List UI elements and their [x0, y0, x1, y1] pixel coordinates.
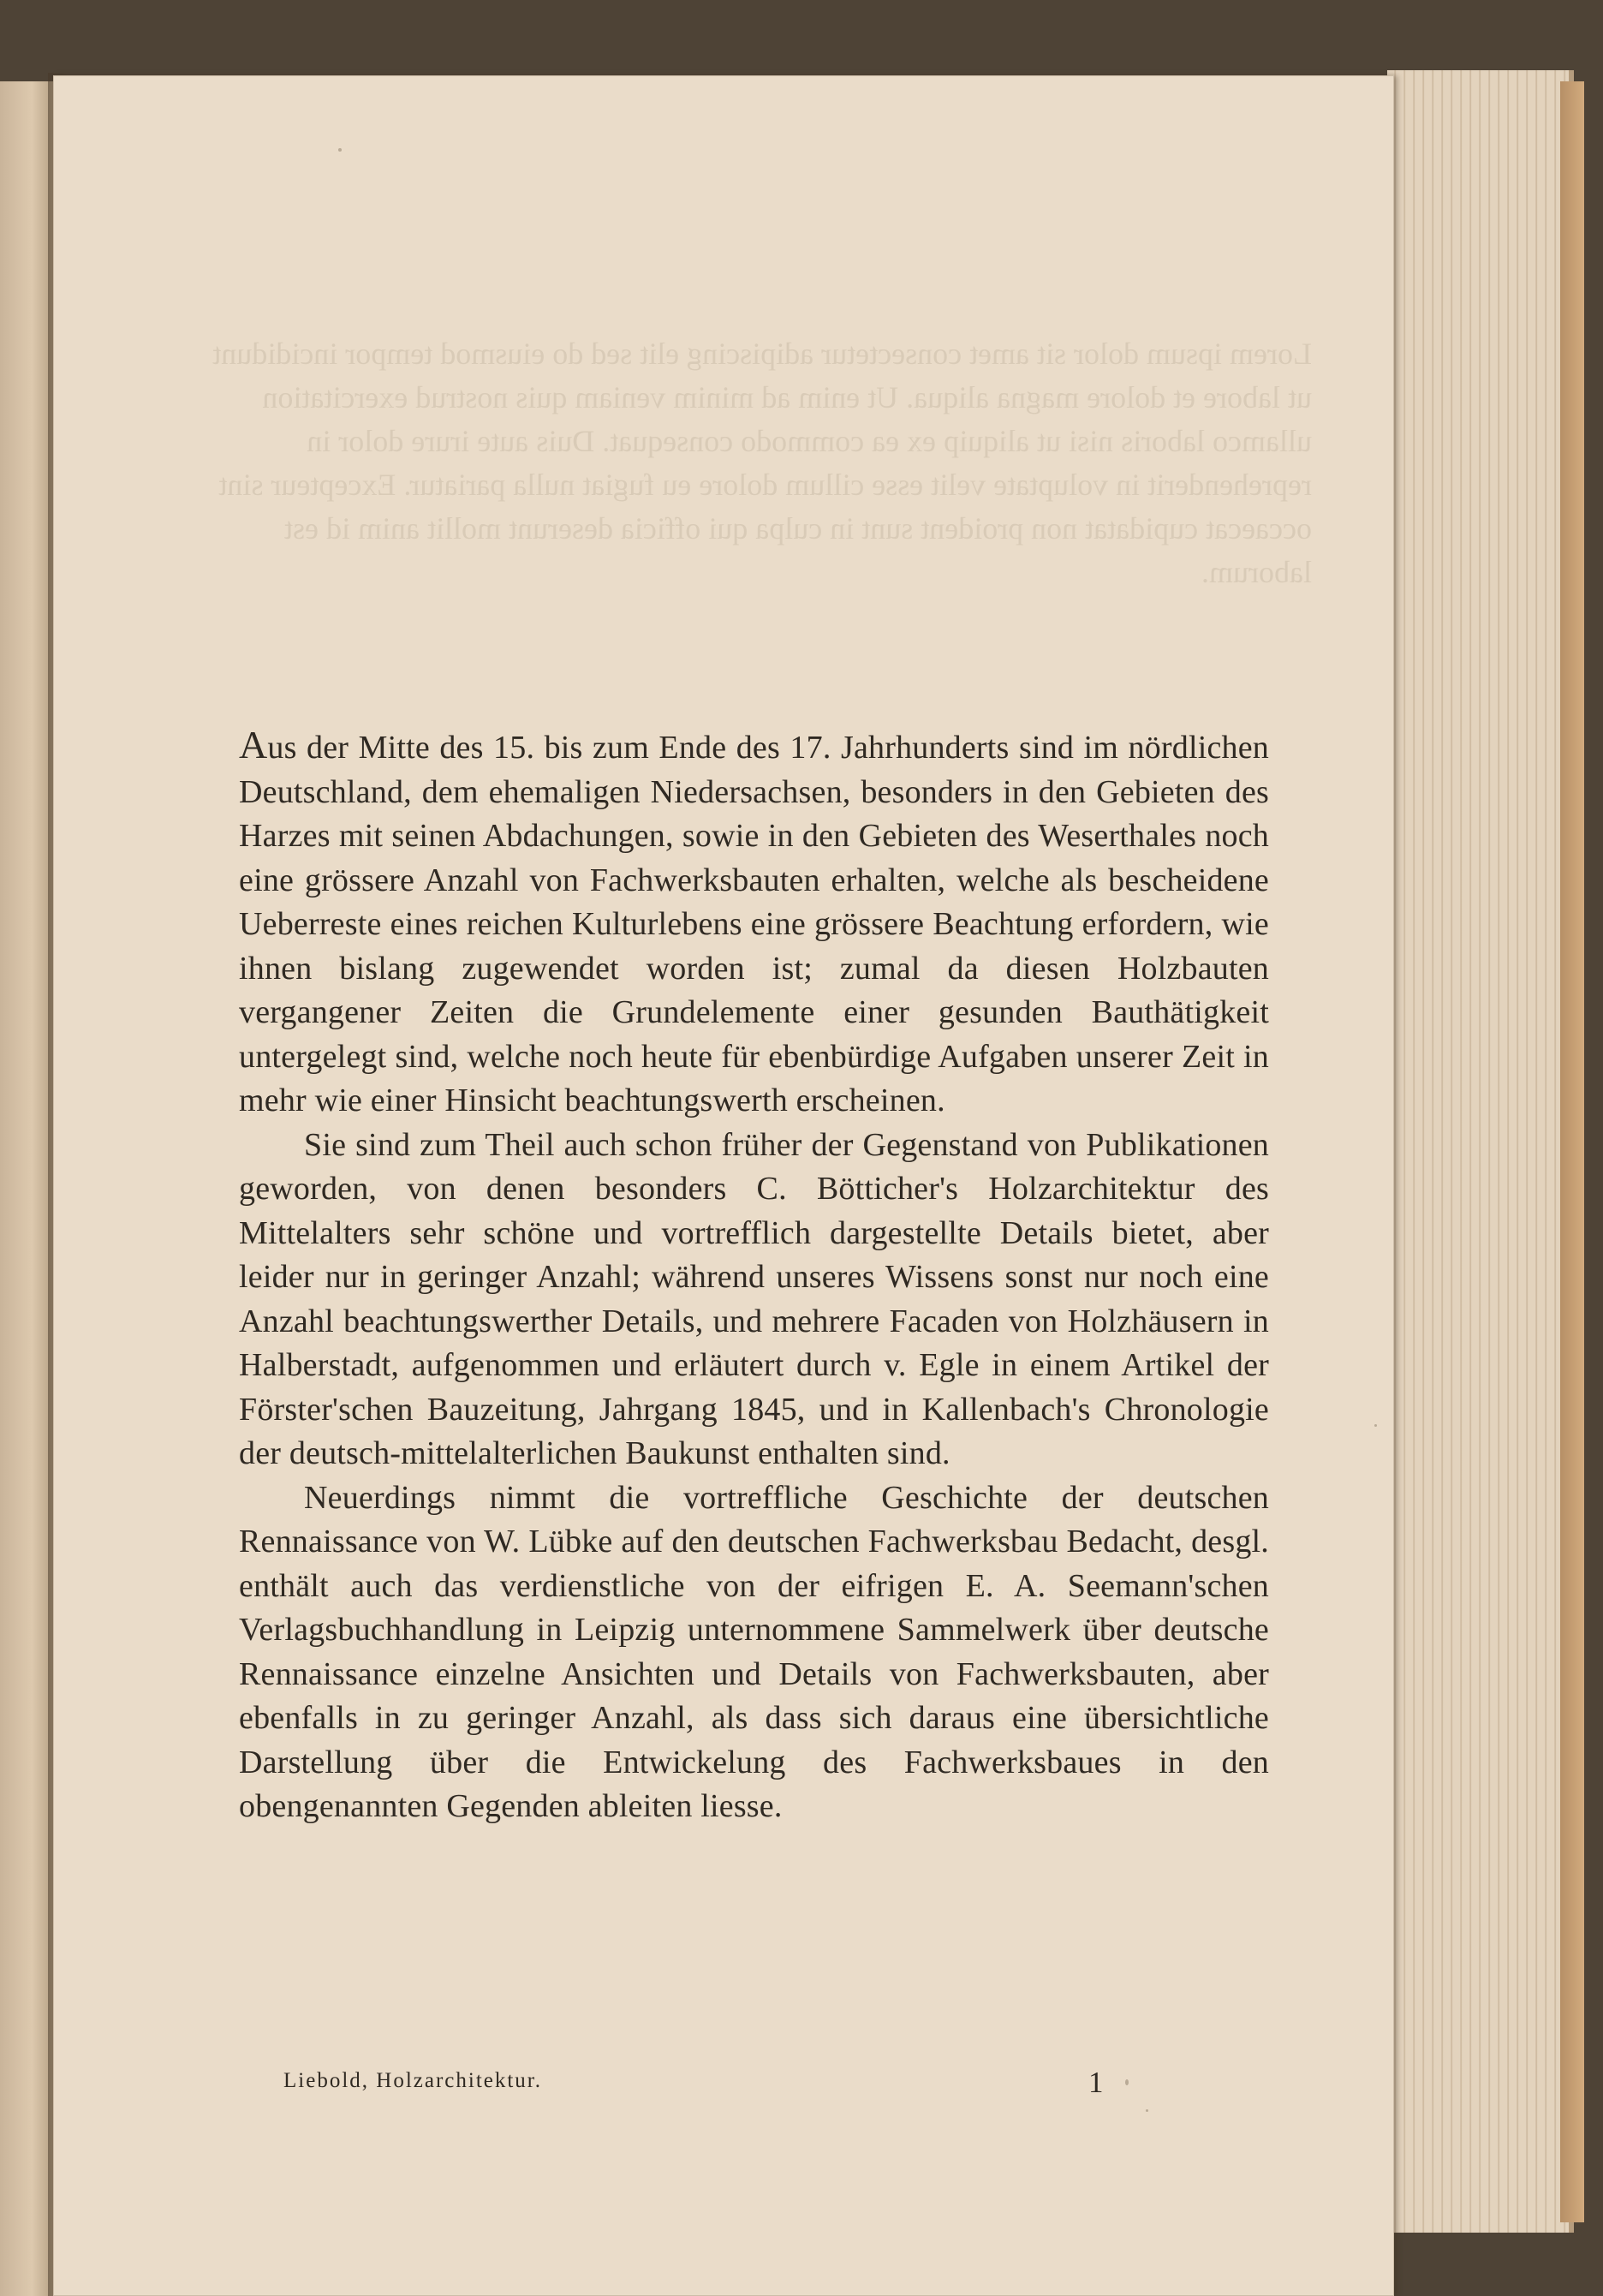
- paragraph-2: Sie sind zum Theil auch schon früher der Gegenstand von Publikationen geworden, von denen besonders C. Bötticher's Holzarchitektur des Mittelalters sehr schöne und vortrefflich dargestellte Details bietet, aber leider nur in geringer Anzahl; während unseres Wissens sonst nur noch eine Anzahl beachtungswerther Details, und mehrere Facaden von Holzhäusern in Halberstadt, aufgenommen und erläutert durch v. Egle in einem Artikel der Förster'schen Bauzeitung, Jahrgang 1845, und in Kallenbach's Chronologie der deutsch-mittelalterlichen Baukunst enthalten sind.: [239, 1126, 1269, 1471]
- sheet-number: 1: [1088, 2066, 1104, 2099]
- paragraph-1: [239, 723, 1269, 1124]
- left-page-edge: [0, 81, 53, 2296]
- book-page: [53, 75, 1394, 2296]
- initial-letter: A: [239, 723, 268, 766]
- show-through-texture: Lorem ipsum dolor sit amet consectetur adipiscing elit sed do eiusmod tempor incididunt ut labore et dolore magna aliqua. Ut enim ad minim veniam quis nostrud exercitation ullamco laboris nisi ut aliquip ex ea commodo consequat. Duis aute irure dolor in reprehenderit in voluptate velit esse cillum dolore eu fugiat nulla pariatur. Excepteur sint occaecat cupidatat non proident sunt in culpa qui officia deserunt mollit anim id est laborum.: [212, 337, 1312, 589]
- page-footer: [283, 2066, 1174, 2103]
- page-stack-edge: [1387, 70, 1574, 2233]
- signature-line: Liebold, Holzarchitektur.: [283, 2069, 543, 2092]
- paper-speck: [1374, 1424, 1377, 1427]
- paper-speck: [1146, 2109, 1148, 2112]
- paragraph-3: Neuerdings nimmt die vortreffliche Geschichte der deutschen Rennaissance von W. Lübke auf den deutschen Fachwerksbau Bedacht, desgl. enthält auch das verdienstliche von der eifrigen E. A. Seemann'schen Verlagsbuchhandlung in Leipzig unternommene Sammelwerk über deutsche Rennaissance einzelne Ansichten und Details von Fachwerksbauten, aber ebenfalls in zu geringer Anzahl, als dass sich daraus eine übersichtliche Darstellung über die Entwickelung des Fachwerksbaues in den obengenannten Gegenden ableiten liesse.: [239, 1479, 1269, 1824]
- book-cover-edge: [1560, 81, 1584, 2222]
- body-text: [239, 723, 1269, 1829]
- paper-speck: [1125, 2079, 1129, 2085]
- paper-speck: [338, 148, 342, 152]
- paragraph-1-text: us der Mitte des 15. bis zum Ende des 17. Jahrhunderts sind im nördlichen Deutschland, dem ehemaligen Niedersachsen, besonders in den Gebieten des Harzes mit seinen Abdachungen, sowie in den Gebieten des Weserthales noch eine grössere Anzahl von Fachwerksbauten erhalten, welche als bescheidene Ueberreste eines reichen Kulturlebens eine grössere Beachtung erfordern, wie ihnen bislang zugewendet worden ist; zumal da diesen Holzbauten vergangener Zeiten die Grundelemente einer gesunden Bauthätigkeit untergelegt sind, welche noch heute für ebenbürdige Aufgaben unserer Zeit in mehr wie einer Hinsicht beachtungswerth erscheinen.: [239, 730, 1269, 1118]
